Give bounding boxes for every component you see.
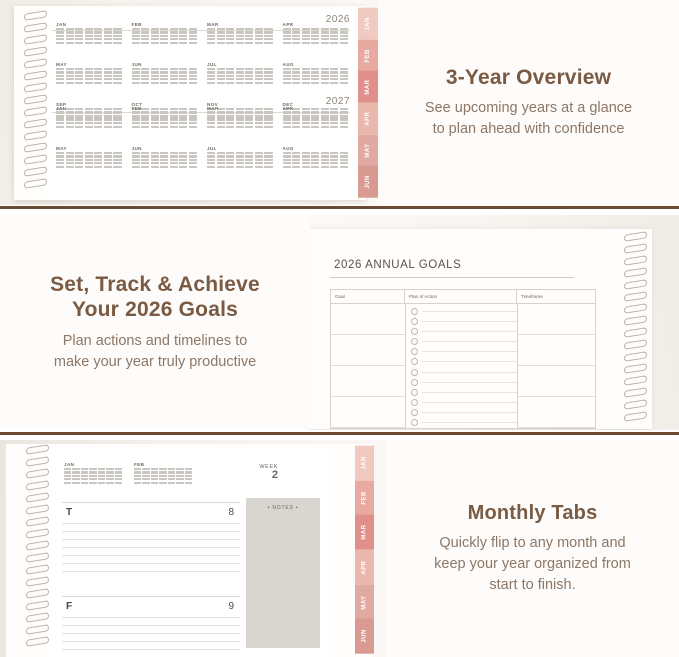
month-tab-apr[interactable]: APR bbox=[355, 550, 374, 585]
subline-monthly-tabs: Quickly flip to any month and keep your year organized from start to finish. bbox=[434, 534, 631, 593]
mini-month: APR bbox=[283, 106, 349, 142]
text-block-three-year-overview bbox=[378, 0, 679, 205]
goals-table-body bbox=[331, 304, 595, 428]
planner-book bbox=[14, 6, 366, 200]
mini-month-grid bbox=[283, 112, 349, 128]
day-block-friday[interactable]: F 9 bbox=[62, 596, 240, 657]
photo-annual-goals-page bbox=[310, 215, 679, 430]
subline-goals: Plan actions and timelines to make your year truly productive bbox=[53, 332, 257, 370]
mini-month: MAY bbox=[56, 62, 122, 98]
goals-table bbox=[330, 289, 596, 429]
mini-month: NOV bbox=[207, 102, 273, 138]
mini-month: OCT bbox=[132, 102, 198, 138]
mini-month: MAR bbox=[207, 106, 273, 142]
mini-month-grid bbox=[134, 468, 192, 484]
mini-month-grid bbox=[207, 68, 273, 84]
mini-month: JAN bbox=[64, 462, 122, 498]
mini-month: JUN bbox=[132, 62, 198, 98]
page-title: 2026 ANNUAL GOALS bbox=[334, 259, 462, 271]
subline-three-year-overview: See upcoming years at a glance to plan ahead with confidence bbox=[424, 100, 633, 138]
mini-month: FEB bbox=[132, 106, 198, 142]
mini-month-grid bbox=[283, 152, 349, 168]
goals-table-header bbox=[331, 290, 595, 304]
spiral-binding bbox=[622, 229, 648, 429]
mini-month-grid bbox=[64, 468, 122, 484]
month-tab-mar[interactable]: MAR bbox=[358, 71, 378, 103]
mini-month-grid bbox=[283, 28, 349, 44]
mini-month: FEB bbox=[134, 462, 192, 498]
panel-three-year-overview bbox=[0, 0, 679, 205]
section-divider bbox=[0, 206, 679, 209]
panel-goals bbox=[0, 215, 679, 430]
mini-month-grid bbox=[283, 68, 349, 84]
month-tab-strip[interactable] bbox=[358, 8, 378, 198]
month-tab-jan[interactable]: JAN bbox=[358, 8, 378, 40]
month-tab-jun[interactable]: JUN bbox=[358, 166, 378, 198]
mini-month-grid bbox=[132, 152, 198, 168]
headline-three-year-overview: 3-Year Overview bbox=[445, 65, 612, 89]
month-tab-mar[interactable]: MAR bbox=[355, 515, 374, 550]
mini-month: APR bbox=[283, 22, 349, 58]
mini-month: JUL bbox=[207, 62, 273, 98]
timeframe-cells[interactable] bbox=[518, 304, 595, 428]
month-tab-apr[interactable]: APR bbox=[358, 103, 378, 135]
mini-month-grid bbox=[207, 152, 273, 168]
text-block-monthly-tabs bbox=[386, 440, 679, 657]
panel-monthly-tabs bbox=[0, 440, 679, 657]
goal-cells[interactable] bbox=[331, 304, 406, 428]
mini-month-grid bbox=[132, 68, 198, 84]
year-label-2027: 2027 bbox=[325, 96, 350, 107]
month-tab-feb[interactable]: FEB bbox=[358, 40, 378, 72]
headline-goals: Set, Track & Achieve Your 2026 Goals bbox=[50, 273, 260, 322]
mini-month: JAN bbox=[56, 22, 122, 58]
column-header-goal: Goal bbox=[331, 290, 405, 303]
week-indicator: WEEK 2 bbox=[259, 464, 278, 481]
mini-month-grid bbox=[56, 68, 122, 84]
year-label-2026: 2026 bbox=[325, 14, 350, 25]
mini-month-grid bbox=[56, 112, 122, 128]
mini-month: SEP bbox=[56, 102, 122, 138]
planner-book bbox=[6, 444, 372, 657]
photo-three-year-spread bbox=[0, 0, 378, 205]
title-underline bbox=[330, 277, 574, 278]
planner-book bbox=[310, 229, 652, 429]
mini-month-grid bbox=[132, 112, 198, 128]
mini-calendar-row bbox=[56, 106, 348, 182]
mini-month: AUG bbox=[283, 146, 349, 182]
mini-month-grid bbox=[207, 112, 273, 128]
section-divider bbox=[0, 432, 679, 435]
mini-month: AUG bbox=[283, 62, 349, 98]
writing-lines bbox=[62, 617, 240, 650]
headline-monthly-tabs: Monthly Tabs bbox=[467, 501, 598, 524]
mini-month-grid bbox=[132, 28, 198, 44]
text-block-goals bbox=[0, 215, 310, 430]
mini-month: JUN bbox=[132, 146, 198, 182]
month-tab-jun[interactable]: JUN bbox=[355, 619, 374, 654]
spiral-binding bbox=[24, 444, 50, 657]
column-header-plan-of-action: Plan of Action bbox=[405, 290, 517, 303]
planner-page bbox=[50, 448, 332, 657]
day-block-thursday[interactable]: T 8 bbox=[62, 502, 240, 587]
mini-month: MAR bbox=[207, 22, 273, 58]
plan-of-action-cells[interactable] bbox=[406, 304, 518, 428]
mini-month-grid bbox=[56, 152, 122, 168]
mini-month: JUL bbox=[207, 146, 273, 182]
month-tab-may[interactable]: MAY bbox=[358, 135, 378, 167]
month-tab-jan[interactable]: JAN bbox=[355, 446, 374, 481]
mini-month: DEC bbox=[283, 102, 349, 138]
month-tab-strip[interactable] bbox=[355, 446, 374, 654]
mini-month: MAY bbox=[56, 146, 122, 182]
month-tab-feb[interactable]: FEB bbox=[355, 481, 374, 516]
photo-weekly-spread bbox=[0, 440, 386, 657]
mini-month: FEB bbox=[132, 22, 198, 58]
mini-calendars bbox=[64, 462, 194, 498]
notes-label: • NOTES • bbox=[267, 505, 299, 511]
spiral-binding bbox=[22, 6, 48, 200]
column-header-timeframe: Timeframe bbox=[521, 294, 543, 299]
mini-month-grid bbox=[56, 28, 122, 44]
mini-month: JAN bbox=[56, 106, 122, 142]
writing-lines bbox=[62, 523, 240, 572]
month-tab-may[interactable]: MAY bbox=[355, 585, 374, 620]
notes-section[interactable] bbox=[246, 498, 320, 648]
mini-month-grid bbox=[207, 28, 273, 44]
